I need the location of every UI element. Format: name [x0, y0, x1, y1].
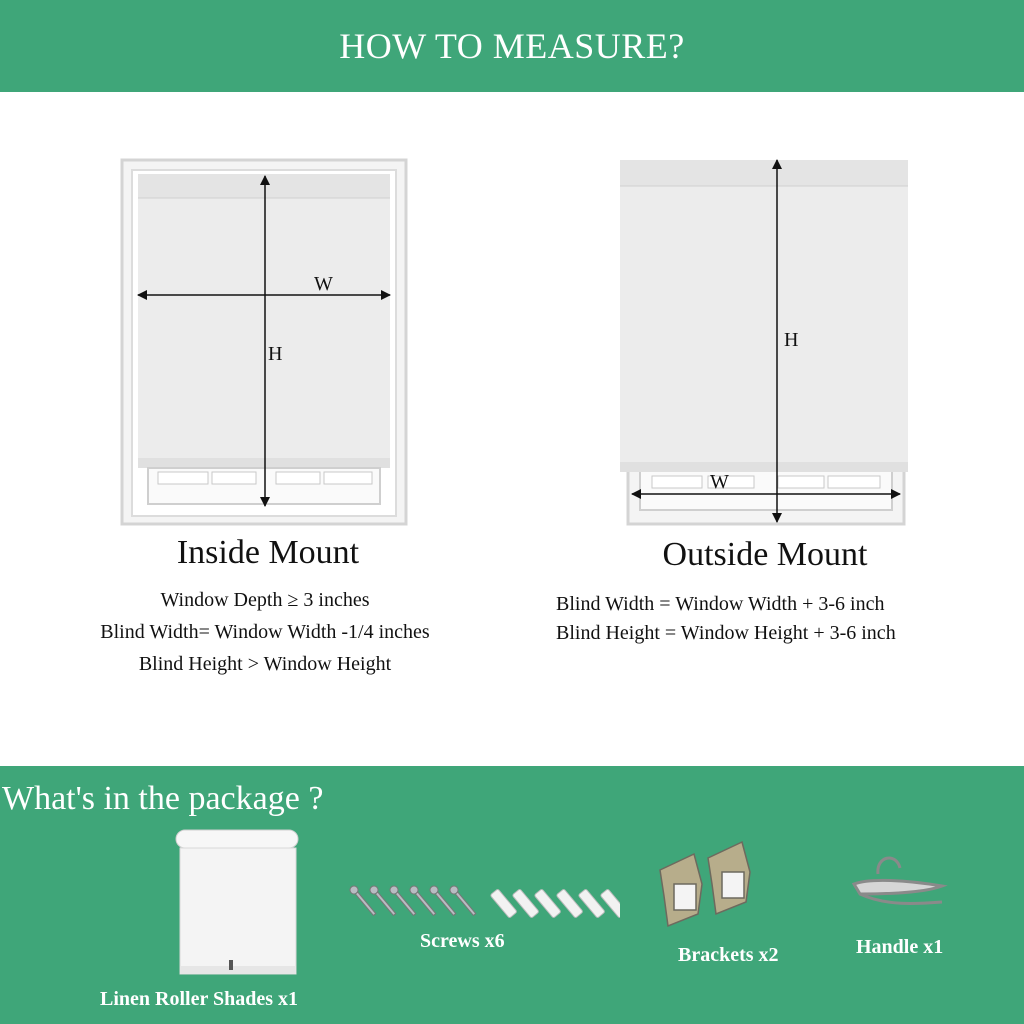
inside-mount-title: Inside Mount [176, 534, 360, 571]
outside-mount-diagram [618, 158, 914, 530]
page-title: HOW TO MEASURE? [339, 26, 685, 66]
inside-rule-width: Blind Width= Window Width -1/4 inches [100, 621, 430, 643]
inside-mount-rules [40, 584, 490, 680]
package-title: What's in the package ? [2, 780, 324, 817]
package-item-label: Handle x1 [856, 936, 944, 958]
handle-icon [846, 850, 950, 916]
inside-rule-height: Blind Height > Window Height [138, 653, 392, 675]
outside-height-marker: H [784, 329, 799, 351]
outside-width-marker: W [710, 471, 729, 493]
bracket-icon [654, 840, 786, 936]
inside-rule-depth: Window Depth ≥ 3 inches [160, 589, 370, 611]
inside-width-marker: W [314, 273, 333, 295]
package-item-label: Screws x6 [420, 930, 505, 952]
outside-rule-width: Blind Width = Window Width + 3-6 inch [556, 593, 885, 615]
roller-shade-icon [174, 826, 302, 978]
package-item-label: Linen Roller Shades x1 [100, 988, 298, 1010]
outside-mount-rules [556, 588, 996, 649]
inside-height-marker: H [268, 343, 283, 365]
package-item-label: Brackets x2 [678, 944, 779, 966]
inside-mount-diagram [118, 158, 412, 530]
header-banner [0, 0, 1024, 92]
outside-mount-title: Outside Mount [662, 536, 868, 573]
outside-rule-height: Blind Height = Window Height + 3-6 inch [556, 622, 896, 644]
screws-icon [344, 884, 620, 928]
